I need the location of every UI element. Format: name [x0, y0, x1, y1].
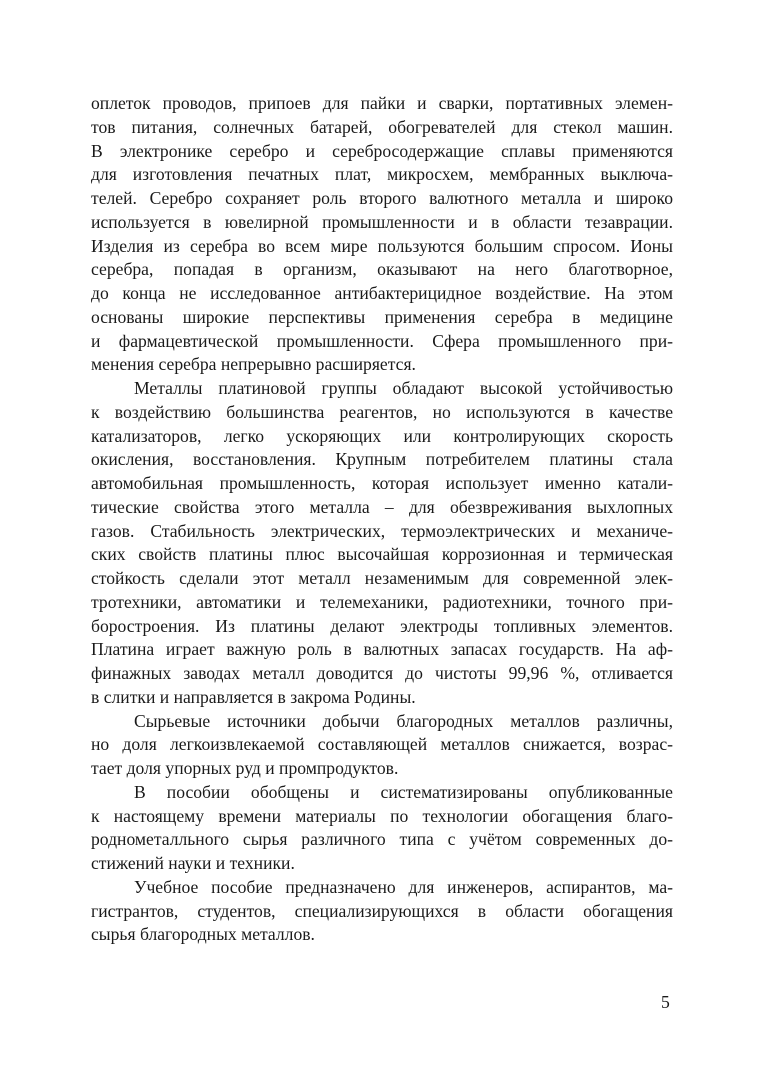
text-line: Платина играет важную роль в валютных запасах государств. На аф-: [91, 639, 673, 660]
paragraph-silver: [91, 92, 673, 377]
paragraph-audience: [91, 876, 673, 947]
text-line: автомобильная промышленность, которая использует именно катали-: [91, 473, 673, 493]
text-line: катализаторов, легко ускоряющих или контролирующих скорость: [91, 425, 673, 446]
text-line: боростроения. Из платины делают электроды топливных элементов.: [91, 615, 673, 636]
text-line: Учебное пособие предназначено для инженеров, аспирантов, ма-: [134, 876, 673, 897]
text-line: оплеток проводов, припоев для пайки и сварки, портативных элемен-: [91, 93, 673, 113]
text-line: используется в ювелирной промышленности и в области тезаврации.: [91, 211, 673, 232]
page-number: 5: [661, 992, 670, 1012]
text-line: сырья благородных металлов.: [91, 924, 315, 945]
text-line: тротехники, автоматики и телемеханики, радиотехники, точного при-: [91, 591, 673, 612]
text-line: тические свойства этого металла – для обезвреживания выхлопных: [91, 496, 673, 517]
text-line: тает доля упорных руд и промпродуктов.: [91, 758, 399, 778]
paragraph-raw-sources: [91, 710, 673, 781]
text-line: В электронике серебро и серебросодержащие сплавы применяются: [91, 140, 673, 161]
text-line: окисления, восстановления. Крупным потребителем платины стала: [91, 449, 673, 470]
text-line: стойкость сделали этот металл незаменимым для современной элек-: [91, 568, 673, 588]
text-line: ских свойств платины плюс высочайшая коррозионная и термическая: [91, 544, 673, 565]
text-line: финажных заводах металл доводится до чистоты 99,96 %, отливается: [91, 663, 673, 683]
text-line: но доля легкоизвлекаемой составляющей металлов снижается, возрас-: [91, 734, 673, 755]
text-line: в слитки и направляется в закрома Родины.: [91, 686, 416, 707]
text-line: Металлы платиновой группы обладают высокой устойчивостью: [134, 378, 673, 398]
text-line: к воздействию большинства реагентов, но используются в качестве: [91, 401, 673, 422]
text-line: Изделия из серебра во всем мире пользуются большим спросом. Ионы: [91, 235, 673, 256]
text-line: гистрантов, студентов, специализирующихся в области обогащения: [91, 900, 673, 921]
text-line: к настоящему времени материалы по технологии обогащения благо-: [91, 805, 673, 826]
text-line: до конца не исследованное антибактерицидное воздействие. На этом: [91, 283, 673, 303]
text-line: роднометалльного сырья различного типа с учётом современных до-: [91, 829, 673, 850]
text-line: для изготовления печатных плат, микросхем, мембранных выключа-: [91, 164, 673, 185]
text-line: телей. Серебро сохраняет роль второго валютного металла и широко: [91, 188, 673, 208]
text-line: газов. Стабильность электрических, термоэлектрических и механиче-: [91, 520, 673, 541]
text-line: В пособии обобщены и систематизированы опубликованные: [134, 781, 673, 802]
text-line: Сырьевые источники добычи благородных металлов различны,: [134, 710, 673, 731]
text-line: основаны широкие перспективы применения серебра в медицине: [91, 306, 673, 327]
text-line: менения серебра непрерывно расширяется.: [91, 354, 416, 375]
text-line: и фармацевтической промышленности. Сфера промышленного при-: [91, 330, 673, 351]
text-line: серебра, попадая в организм, оказывают на него благотворное,: [91, 259, 673, 280]
page-body: [91, 92, 673, 947]
text-line: стижений науки и техники.: [91, 853, 295, 873]
paragraph-manual-summary: [91, 781, 673, 876]
paragraph-platinum: [91, 377, 673, 710]
text-line: тов питания, солнечных батарей, обогревателей для стекол машин.: [91, 116, 673, 137]
